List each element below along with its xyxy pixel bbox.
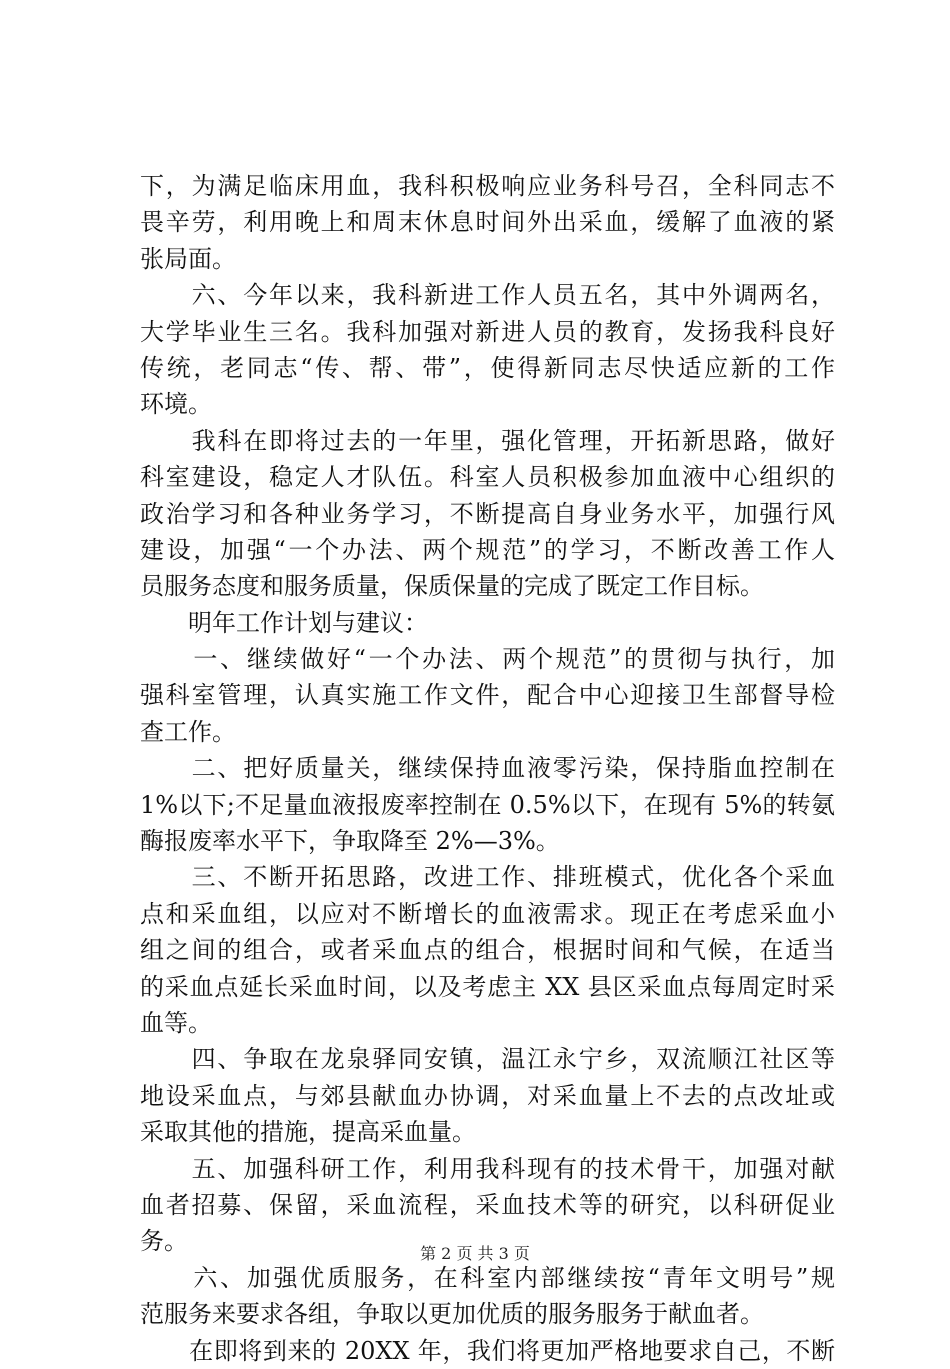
text-line: 科室建设，稳定人才队伍。科室人员积极参加血液中心组织的 [140, 463, 835, 492]
text-line: 强科室管理，认真实施工作文件，配合中心迎接卫生部督导检 [140, 681, 835, 710]
text-line: 采取其他的措施，提高采血量。 [140, 1118, 476, 1147]
text-line: 地设采血点，与郊县献血办协调，对采血量上不去的点改址或 [140, 1081, 835, 1110]
text-line: 血者招募、保留，采血流程，采血技术等的研究，以科研促业 [140, 1190, 835, 1219]
text-line: 张局面。 [140, 244, 236, 273]
text-line: 酶报废率水平下，争取降至 2%—3%。 [140, 827, 560, 856]
text-line: 政治学习和各种业务学习，不断提高自身业务水平，加强行风 [140, 499, 835, 528]
text-line: 四、争取在龙泉驿同安镇，温江永宁乡，双流顺江社区等 [140, 1045, 835, 1074]
text-line: 点和采血组，以应对不断增长的血液需求。现正在考虑采血小 [140, 899, 835, 928]
document-body [140, 168, 835, 1369]
page-footer: 第 2 页 共 3 页 [420, 1244, 530, 1263]
text-line: 畏辛劳，利用晚上和周末休息时间外出采血，缓解了血液的紧 [140, 208, 835, 237]
text-line: 明年工作计划与建议： [140, 608, 428, 637]
text-line: 在即将到来的 20XX 年，我们将更加严格地要求自己，不断 [140, 1336, 835, 1365]
text-line: 环境。 [140, 390, 212, 419]
text-line: 我科在即将过去的一年里，强化管理，开拓新思路，做好 [140, 426, 835, 455]
text-line: 五、加强科研工作，利用我科现有的技术骨干，加强对献 [140, 1154, 835, 1183]
text-line: 的采血点延长采血时间，以及考虑主 XX 县区采血点每周定时采 [140, 972, 835, 1001]
text-line: 三、不断开拓思路，改进工作、排班模式，优化各个采血 [140, 863, 835, 892]
text-line: 组之间的组合，或者采血点的组合，根据时间和气候，在适当 [140, 936, 835, 965]
text-line: 六、加强优质服务，在科室内部继续按“青年文明号”规 [140, 1263, 835, 1292]
text-line: 范服务来要求各组，争取以更加优质的服务服务于献血者。 [140, 1300, 764, 1329]
text-line: 血等。 [140, 1008, 212, 1037]
text-line: 下，为满足临床用血，我科积极响应业务科号召，全科同志不 [140, 172, 835, 200]
text-line: 1%以下;不足量血液报废率控制在 0.5%以下，在现有 5%的转氨 [140, 790, 835, 819]
text-line: 一、继续做好“一个办法、两个规范”的贯彻与执行，加 [140, 645, 835, 674]
text-line: 查工作。 [140, 717, 236, 746]
text-line: 务。 [140, 1227, 188, 1256]
text-line: 传统，老同志“传、帮、带”，使得新同志尽快适应新的工作 [140, 353, 835, 382]
text-line: 大学毕业生三名。我科加强对新进人员的教育，发扬我科良好 [140, 317, 835, 346]
text-line: 建设，加强“一个办法、两个规范”的学习，不断改善工作人 [140, 535, 835, 564]
text-line: 六、今年以来，我科新进工作人员五名，其中外调两名， [140, 281, 835, 310]
text-line: 员服务态度和服务质量，保质保量的完成了既定工作目标。 [140, 572, 764, 601]
text-line: 二、把好质量关，继续保持血液零污染，保持脂血控制在 [140, 754, 835, 783]
